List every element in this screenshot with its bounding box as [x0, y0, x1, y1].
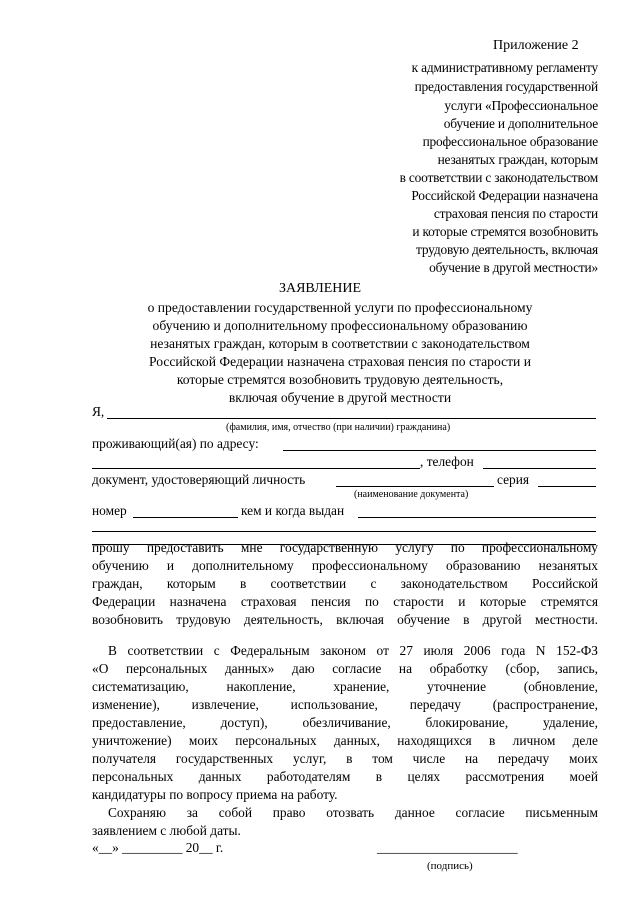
series-label: серия	[497, 472, 530, 487]
subtitle-line: Российской Федерации назначена страховая пенсия по старости и	[148, 354, 532, 369]
name-hint: (фамилия, имя, отчество (при наличии) гражданина)	[226, 422, 451, 433]
consent-last-line: кандидатуры по вопросу приема на работу.	[92, 787, 338, 802]
phone-label: , телефон	[420, 454, 474, 469]
date-field[interactable]: «__» _________ 20__ г.	[92, 840, 224, 855]
revoke-last-line: заявлением с любой даты.	[92, 823, 241, 838]
appendix-line: обучение и дополнительное	[443, 116, 598, 131]
appendix-line: трудовую деятельность, включая	[416, 242, 598, 257]
revoke-line: Сохраняю за собой право отозвать данное согласие письменным	[108, 805, 598, 820]
document-title: ЗАЯВЛЕНИЕ	[278, 281, 362, 296]
appendix-line: незанятых граждан, которым	[437, 152, 598, 167]
appendix-title: Приложение 2	[493, 38, 579, 53]
request-line: граждан, которым в соответствии с законодательством Российской	[92, 576, 598, 591]
appendix-line: профессиональное образование	[422, 134, 598, 149]
phone-field[interactable]	[483, 468, 596, 469]
request-line: возобновить трудовую деятельность, включая обучение в другой местности.	[92, 612, 598, 627]
name-field[interactable]	[107, 418, 596, 419]
appendix-line: страховая пенсия по старости	[433, 206, 598, 221]
appendix-line: в соответствии с законодательством	[399, 170, 598, 185]
signature-hint: (подпись)	[427, 860, 473, 872]
address-field-2[interactable]	[92, 468, 420, 469]
doc-label: документ, удостоверяющий личность	[92, 472, 306, 487]
consent-line: В соответствии с Федеральным законом от 27 июля 2006 года N 152-ФЗ	[108, 643, 598, 658]
issued-label: кем и когда выдан	[241, 503, 345, 518]
request-line: обучению и дополнительному профессиональному образованию незанятых	[92, 558, 598, 573]
issued-field[interactable]	[358, 517, 596, 518]
appendix-line: услуги «Профессиональное	[444, 98, 598, 113]
doc-hint: (наименование документа)	[354, 489, 469, 500]
address-field[interactable]	[283, 450, 596, 451]
i-label: Я,	[92, 404, 105, 419]
number-field[interactable]	[133, 517, 238, 518]
request-line: Федерации назначена страховая пенсия по старости и которые стремятся	[92, 594, 598, 609]
subtitle-line: которые стремятся возобновить трудовую деятельность,	[176, 372, 504, 387]
consent-line: уничтожение) моих персональных данных, находящихся в личном деле	[92, 733, 598, 748]
subtitle-line: о предоставлении государственной услуги по профессиональному	[147, 300, 533, 315]
consent-line: получателя государственных услуг, в том числе на передачу моих	[92, 751, 598, 766]
consent-line: систематизацию, накопление, хранение, уточнение (обновление,	[92, 679, 598, 694]
number-label: номер	[92, 503, 127, 518]
appendix-line: обучение в другой местности»	[429, 260, 598, 275]
consent-line: «О персональных данных» даю согласие на обработку (сбор, запись,	[92, 661, 598, 676]
consent-line: персональных данных работодателям в целях рассмотрения моей	[92, 769, 598, 784]
appendix-line: и которые стремятся возобновить	[412, 224, 598, 239]
series-field[interactable]	[538, 486, 596, 487]
consent-line: изменение), извлечение, использование, передачу (распространение,	[92, 697, 598, 712]
address-label: проживающий(ая) по адресу:	[92, 436, 259, 451]
appendix-line: предоставления государственной	[414, 79, 598, 94]
issued-field-2[interactable]	[92, 531, 596, 532]
subtitle-line: обучению и дополнительному профессиональному образованию	[152, 318, 528, 333]
subtitle-line: включая обучение в другой местности	[228, 390, 452, 405]
appendix-line: к административному регламенту	[411, 60, 598, 75]
appendix-line: Российской Федерации назначена	[411, 188, 598, 203]
request-line: прошу предоставить мне государственную услугу по профессиональному	[92, 540, 598, 555]
doc-name-field[interactable]	[336, 486, 494, 487]
consent-line: предоставление, доступ), обезличивание, блокирование, удаление,	[92, 715, 598, 730]
subtitle-line: незанятых граждан, которым в соответствии с законодательством	[150, 336, 530, 351]
signature-field[interactable]: _____________________	[377, 840, 518, 855]
